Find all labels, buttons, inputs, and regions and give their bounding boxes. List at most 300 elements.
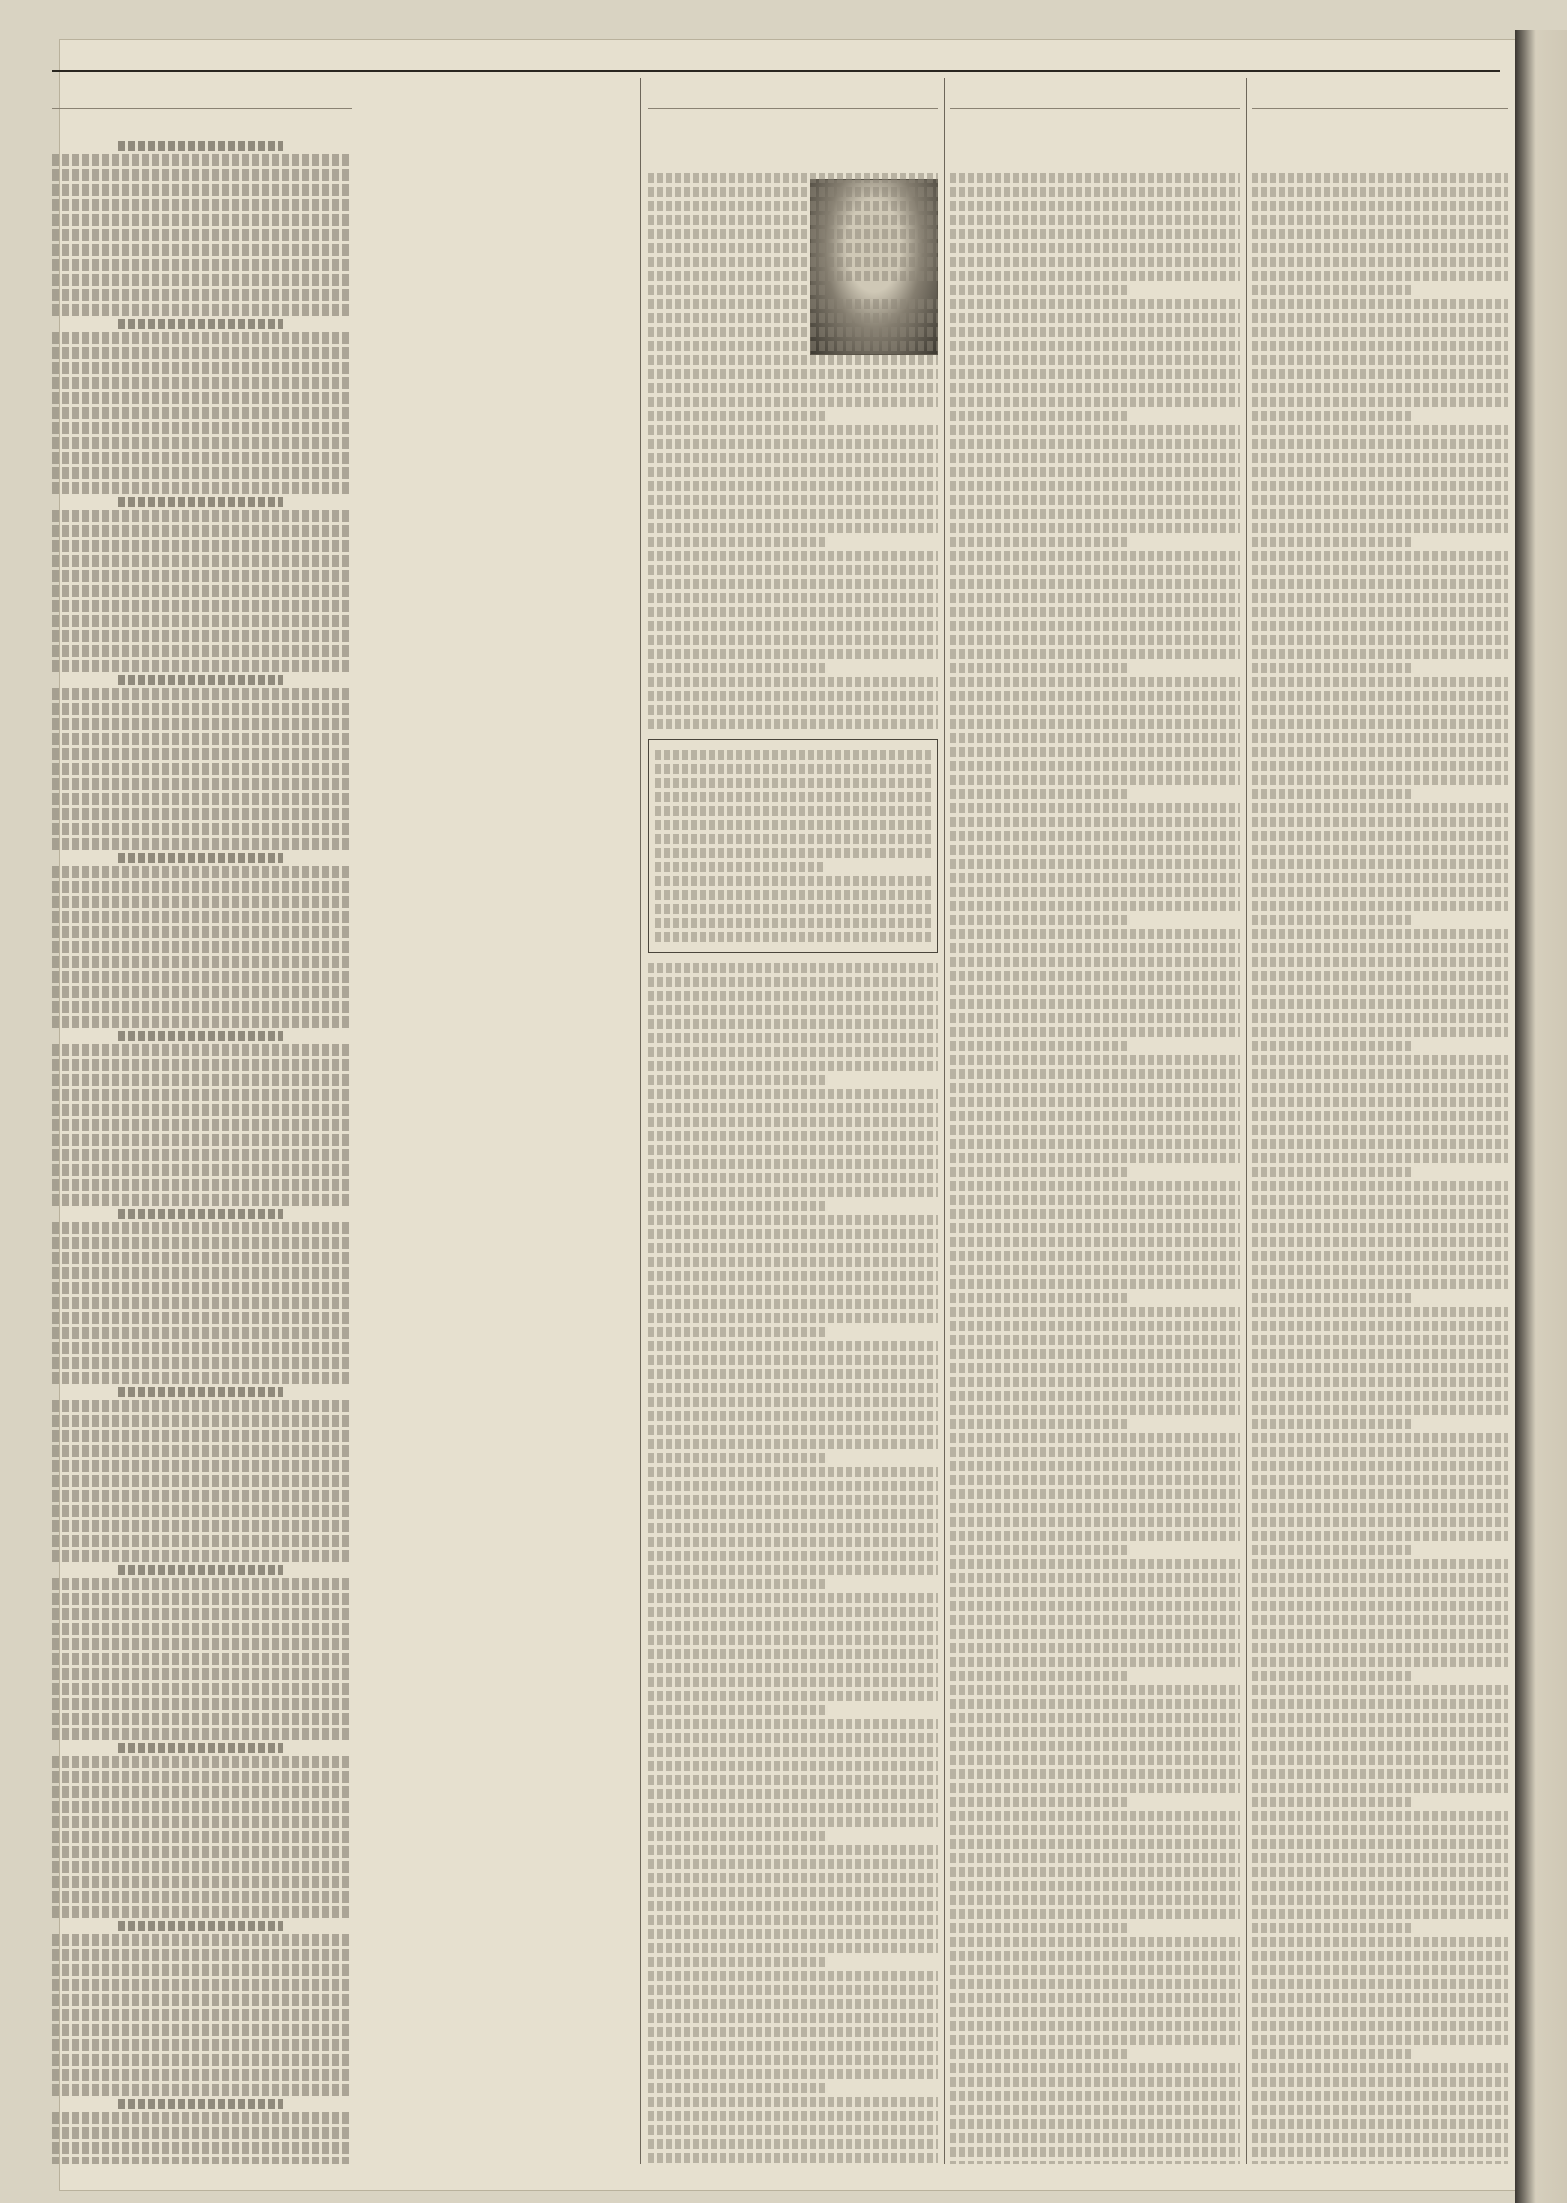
text-line [1252, 1937, 1508, 1947]
text-line [648, 285, 828, 295]
text-line [950, 1349, 1240, 1359]
text-line [950, 1475, 1240, 1485]
text-line [1252, 1111, 1508, 1121]
text-line [950, 369, 1240, 379]
text-line [1252, 719, 1508, 729]
text-line [648, 1439, 938, 1449]
text-line [648, 1915, 938, 1925]
text-line [648, 1719, 938, 1729]
text-line [950, 705, 1240, 715]
result-row [52, 1282, 352, 1294]
result-row [52, 2054, 352, 2066]
result-row [52, 2142, 352, 2154]
text-line [648, 509, 938, 519]
text-line [1252, 1027, 1508, 1037]
text-line [950, 2133, 1240, 2143]
text-line [1252, 411, 1411, 421]
text-line [1252, 2063, 1508, 2073]
result-row [52, 688, 352, 700]
text-line [1252, 495, 1508, 505]
second-report-subhead [950, 117, 1240, 141]
text-line [950, 1811, 1240, 1821]
text-line [648, 229, 938, 239]
competition-heading [118, 497, 283, 507]
text-line [648, 1621, 938, 1631]
text-line [950, 1391, 1240, 1401]
text-line [950, 929, 1240, 939]
result-row [52, 1357, 352, 1369]
text-line [648, 1859, 938, 1869]
text-line [648, 1985, 938, 1995]
result-row [52, 733, 352, 745]
text-line [950, 1167, 1130, 1177]
text-line [950, 2119, 1240, 2129]
text-line [950, 831, 1240, 841]
text-line [1252, 1825, 1508, 1835]
text-line [648, 453, 938, 463]
text-line [1252, 845, 1508, 855]
text-line [648, 1341, 938, 1351]
text-line [1252, 1153, 1508, 1163]
text-line [950, 2007, 1240, 2017]
text-line [648, 963, 938, 973]
text-line [950, 187, 1240, 197]
text-line [648, 1565, 938, 1575]
result-row [52, 1593, 352, 1605]
text-line [950, 2035, 1240, 2045]
text-line [1252, 1419, 1411, 1429]
result-row [52, 540, 352, 552]
text-line [1252, 621, 1508, 631]
text-line [648, 243, 938, 253]
text-line [950, 1097, 1240, 1107]
text-line [1252, 1041, 1411, 1051]
text-line [950, 173, 1240, 183]
text-line [1252, 1643, 1508, 1653]
text-line [1252, 635, 1508, 645]
result-row [52, 452, 352, 464]
text-line [648, 1845, 938, 1855]
text-line [950, 1699, 1240, 1709]
result-row [52, 1683, 352, 1695]
text-line [950, 1895, 1240, 1905]
result-row [52, 214, 352, 226]
text-line [950, 1377, 1240, 1387]
third-report-headline [1252, 78, 1508, 109]
text-line [1252, 733, 1508, 743]
text-line [950, 355, 1240, 365]
masthead [52, 40, 1500, 72]
text-line [1252, 1013, 1508, 1023]
result-row [52, 1934, 352, 1946]
result-row [52, 2009, 352, 2021]
result-row [52, 1445, 352, 1457]
text-line [648, 1313, 938, 1323]
column-rule [640, 78, 641, 2164]
text-line [950, 719, 1240, 729]
text-line [655, 750, 931, 760]
text-line [648, 1649, 938, 1659]
text-line [950, 2105, 1240, 2115]
text-line [950, 453, 1240, 463]
text-line [950, 1321, 1240, 1331]
text-line [648, 1887, 938, 1897]
competition-heading [118, 141, 283, 151]
text-line [950, 677, 1240, 687]
text-line [950, 1839, 1240, 1849]
text-line [950, 425, 1240, 435]
match-report-body-continued [648, 963, 938, 2164]
text-line [648, 1495, 938, 1505]
text-line [655, 862, 826, 872]
text-line [1252, 1349, 1508, 1359]
text-line [655, 792, 931, 802]
match-report-subhead [648, 117, 938, 141]
result-row [52, 1327, 352, 1339]
competition-heading [118, 853, 283, 863]
text-line [950, 2147, 1240, 2157]
result-row [52, 1252, 352, 1264]
text-line [950, 481, 1240, 491]
text-line [1252, 299, 1508, 309]
text-line [950, 2021, 1240, 2031]
text-line [648, 1803, 938, 1813]
text-line [1252, 1867, 1508, 1877]
result-row [52, 1608, 352, 1620]
text-line [648, 383, 938, 393]
text-line [950, 971, 1240, 981]
text-line [655, 932, 931, 942]
text-line [950, 383, 1240, 393]
text-line [950, 411, 1130, 421]
text-line [950, 1209, 1240, 1219]
result-row [52, 229, 352, 241]
text-line [1252, 1503, 1508, 1513]
result-row [52, 600, 352, 612]
text-line [1252, 1433, 1508, 1443]
text-line [950, 579, 1240, 589]
text-line [950, 1181, 1240, 1191]
result-row [52, 1786, 352, 1798]
text-line [655, 876, 931, 886]
text-line [655, 820, 931, 830]
text-line [648, 1229, 938, 1239]
text-line [950, 1251, 1240, 1261]
result-row [52, 1074, 352, 1086]
text-line [648, 257, 938, 267]
text-line [648, 2139, 938, 2149]
text-line [648, 1607, 938, 1617]
text-line [1252, 607, 1508, 617]
third-report-byline [1252, 149, 1508, 169]
result-row [52, 763, 352, 775]
result-row [52, 645, 352, 657]
text-line [1252, 1783, 1508, 1793]
text-line [648, 1103, 938, 1113]
text-line [950, 1265, 1240, 1275]
text-line [1252, 817, 1508, 827]
text-line [648, 439, 938, 449]
text-line [950, 1741, 1240, 1751]
text-line [648, 991, 938, 1001]
result-row [52, 808, 352, 820]
result-row [52, 437, 352, 449]
text-line [1252, 2049, 1411, 2059]
text-line [950, 1601, 1240, 1611]
text-line [1252, 1797, 1411, 1807]
text-line [1252, 201, 1508, 211]
text-line [1252, 1335, 1508, 1345]
text-line [1252, 691, 1508, 701]
text-line [648, 691, 938, 701]
text-line [648, 1173, 938, 1183]
text-line [648, 1299, 938, 1309]
text-line [950, 327, 1240, 337]
result-row [52, 467, 352, 479]
text-line [1252, 1307, 1508, 1317]
text-line [1252, 1545, 1411, 1555]
text-line [648, 1397, 938, 1407]
text-line [648, 607, 938, 617]
result-row [52, 1653, 352, 1665]
text-line [1252, 1531, 1508, 1541]
result-row [52, 1520, 352, 1532]
competition-heading [118, 319, 283, 329]
result-row [52, 1222, 352, 1234]
second-report-column [950, 78, 1240, 2164]
text-line [950, 1755, 1240, 1765]
result-row [52, 422, 352, 434]
text-line [950, 1027, 1240, 1037]
boxed-item [648, 739, 938, 953]
text-line [950, 1853, 1240, 1863]
result-row [52, 1994, 352, 2006]
text-line [648, 977, 938, 987]
text-line [950, 733, 1240, 743]
text-line [648, 1579, 828, 1589]
result-row [52, 169, 352, 181]
result-row [52, 199, 352, 211]
text-line [950, 621, 1240, 631]
text-line [648, 173, 938, 183]
text-line [1252, 1139, 1508, 1149]
text-line [950, 1279, 1240, 1289]
text-line [1252, 1237, 1508, 1247]
text-line [950, 1489, 1240, 1499]
result-row [52, 1149, 352, 1161]
results-column [52, 78, 352, 2164]
text-line [648, 2111, 938, 2121]
text-line [648, 1901, 938, 1911]
text-line [1252, 1909, 1508, 1919]
text-line [1252, 1839, 1508, 1849]
text-line [648, 579, 938, 589]
text-line [648, 1971, 938, 1981]
text-line [648, 327, 938, 337]
text-line [950, 1825, 1240, 1835]
text-line [648, 1075, 828, 1085]
result-row [52, 407, 352, 419]
text-line [648, 467, 938, 477]
text-line [648, 1425, 938, 1435]
text-line [648, 1831, 828, 1841]
result-row [52, 630, 352, 642]
match-report-headline [648, 78, 938, 109]
text-line [950, 1951, 1240, 1961]
result-row [52, 615, 352, 627]
result-row [52, 1044, 352, 1056]
text-line [950, 1545, 1130, 1555]
text-line [950, 957, 1240, 967]
text-line [950, 1335, 1240, 1345]
result-row [52, 1831, 352, 1843]
text-line [1252, 453, 1508, 463]
text-line [950, 1447, 1240, 1457]
text-line [1252, 397, 1508, 407]
text-line [1252, 257, 1508, 267]
text-line [648, 1285, 938, 1295]
text-line [950, 649, 1240, 659]
text-line [648, 369, 938, 379]
competition-heading [118, 1921, 283, 1931]
result-row [52, 1372, 352, 1384]
result-row [52, 1979, 352, 1991]
text-line [648, 1145, 938, 1155]
text-line [1252, 677, 1508, 687]
result-row [52, 941, 352, 953]
result-row [52, 332, 352, 344]
text-line [950, 789, 1130, 799]
result-row [52, 570, 352, 582]
text-line [1252, 285, 1411, 295]
text-line [950, 1307, 1240, 1317]
text-line [950, 1041, 1130, 1051]
text-line [950, 943, 1240, 953]
text-line [1252, 383, 1508, 393]
text-line [1252, 943, 1508, 953]
text-line [648, 1481, 938, 1491]
text-line [648, 1817, 938, 1827]
text-line [1252, 1951, 1508, 1961]
text-line [950, 1643, 1240, 1653]
text-line [950, 1965, 1240, 1975]
text-line [950, 1881, 1240, 1891]
text-line [648, 1327, 828, 1337]
match-report-column [648, 78, 938, 2164]
result-row [52, 1475, 352, 1487]
text-line [1252, 915, 1411, 925]
result-row [52, 1816, 352, 1828]
text-line [1252, 1741, 1508, 1751]
result-row [52, 1237, 352, 1249]
text-line [1252, 873, 1508, 883]
result-row [52, 347, 352, 359]
text-line [648, 1257, 938, 1267]
text-line [1252, 369, 1508, 379]
text-line [950, 691, 1240, 701]
text-line [1252, 1209, 1508, 1219]
result-row [52, 1876, 352, 1888]
text-line [950, 1993, 1240, 2003]
text-line [1252, 1069, 1508, 1079]
text-line [1252, 1629, 1508, 1639]
text-line [648, 551, 938, 561]
result-row [52, 304, 352, 316]
result-row [52, 660, 352, 672]
text-line [950, 593, 1240, 603]
result-row [52, 1164, 352, 1176]
text-line [1252, 957, 1508, 967]
text-line [950, 845, 1240, 855]
result-row [52, 1400, 352, 1412]
result-row [52, 1001, 352, 1013]
result-row [52, 2039, 352, 2051]
text-line [950, 313, 1240, 323]
text-line [950, 299, 1240, 309]
text-line [648, 1691, 938, 1701]
text-line [648, 2083, 828, 2093]
text-line [1252, 1447, 1508, 1457]
text-line [950, 1671, 1130, 1681]
text-line [950, 285, 1130, 295]
result-row [52, 1964, 352, 1976]
result-row [52, 838, 352, 850]
text-line [1252, 705, 1508, 715]
result-row [52, 1312, 352, 1324]
text-line [1252, 1461, 1508, 1471]
result-row [52, 1342, 352, 1354]
text-line [1252, 1881, 1508, 1891]
text-line [648, 271, 938, 281]
text-line [1252, 1363, 1508, 1373]
text-line [655, 764, 931, 774]
text-line [648, 1943, 938, 1953]
text-line [950, 243, 1240, 253]
text-line [1252, 1181, 1508, 1191]
text-line [1252, 1489, 1508, 1499]
result-row [52, 718, 352, 730]
text-line [950, 1979, 1240, 1989]
text-line [950, 2091, 1240, 2101]
text-line [648, 1705, 828, 1715]
result-row [52, 866, 352, 878]
result-row [52, 1638, 352, 1650]
text-line [1252, 1685, 1508, 1695]
text-line [950, 1139, 1240, 1149]
text-line [950, 1937, 1240, 1947]
text-line [950, 1573, 1240, 1583]
result-row [52, 525, 352, 537]
text-line [1252, 341, 1508, 351]
result-row [52, 2069, 352, 2081]
text-line [648, 1509, 938, 1519]
text-line [1252, 1475, 1508, 1485]
text-line [1252, 523, 1508, 533]
text-line [648, 523, 938, 533]
result-row [52, 896, 352, 908]
text-line [1252, 803, 1508, 813]
text-line [950, 999, 1240, 1009]
text-line [1252, 467, 1508, 477]
result-row [52, 154, 352, 166]
text-line [950, 761, 1240, 771]
text-line [648, 649, 938, 659]
result-row [52, 1713, 352, 1725]
text-line [655, 890, 931, 900]
text-line [655, 848, 931, 858]
text-line [648, 1663, 938, 1673]
text-line [648, 1117, 938, 1127]
